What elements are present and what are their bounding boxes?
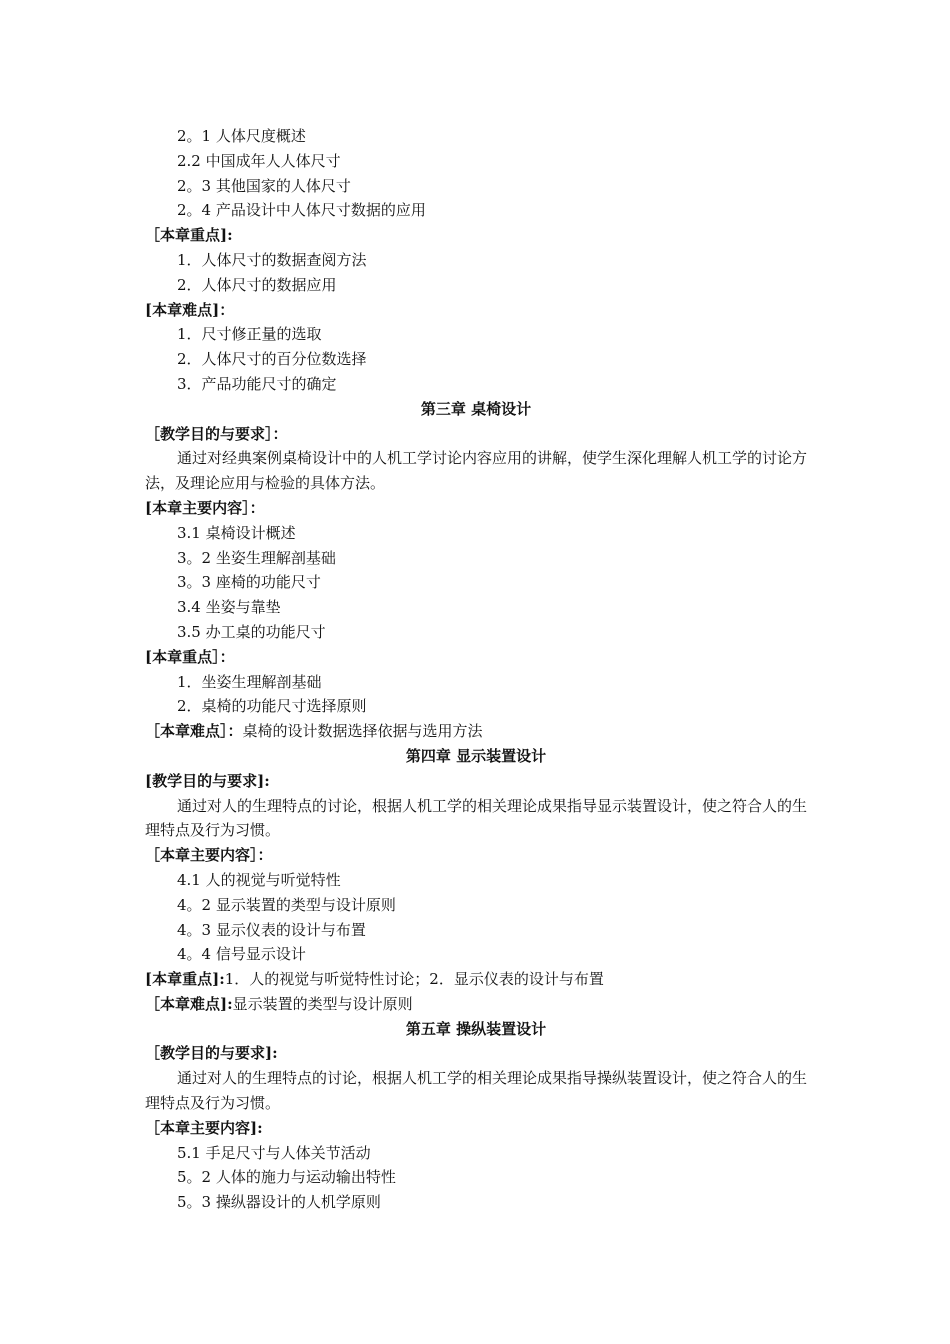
ch4-content-item: 4。2 显示装置的类型与设计原则 (177, 895, 396, 914)
ch4-difficulties-text: 显示装置的类型与设计原则 (232, 994, 413, 1013)
ch4-aims-text: 通过对人的生理特点的讨论，根据人机工学的相关理论成果指导显示装置设计，使之符合人的生理特点及行为习惯。 (145, 796, 808, 840)
ch3-key-points-label: [本章重点］： (145, 647, 235, 666)
ch5-aims-label: ［教学目的与要求]: (145, 1044, 278, 1063)
ch2-content-item: 2。3 其他国家的人体尺寸 (177, 176, 351, 195)
ch3-content-item: 3.1 桌椅设计概述 (177, 523, 296, 542)
ch2-key-points-label: ［本章重点]: (145, 226, 233, 245)
ch5-content-item: 5。2 人体的施力与运动输出特性 (177, 1168, 396, 1187)
ch4-aims-label: [教学目的与要求]: (145, 771, 270, 790)
ch2-difficulty: 3．产品功能尺寸的确定 (177, 374, 337, 393)
ch4-difficulties-row (145, 992, 807, 1017)
ch3-title: 第三章 桌椅设计 (420, 399, 532, 418)
ch4-content-item: 4。4 信号显示设计 (177, 945, 306, 964)
document-content (145, 124, 807, 1215)
ch4-key-points-label: [本章重点]: (145, 970, 225, 989)
ch4-content-label: ［本章主要内容］： (145, 846, 273, 865)
ch4-content-item: 4。3 显示仪表的设计与布置 (177, 920, 366, 939)
ch2-difficulty: 2．人体尺寸的百分位数选择 (177, 350, 367, 369)
ch5-aims-text: 通过对人的生理特点的讨论，根据人机工学的相关理论成果指导操纵装置设计，使之符合人的生理特点及行为习惯。 (145, 1069, 808, 1113)
ch4-content-item: 4.1 人的视觉与听觉特性 (177, 870, 341, 889)
ch3-content-item: 3.4 坐姿与靠垫 (177, 598, 281, 617)
ch5-title: 第五章 操纵装置设计 (405, 1019, 547, 1038)
ch2-content-item: 2。4 产品设计中人体尺寸数据的应用 (177, 201, 426, 220)
ch5-content-label: ［本章主要内容]: (145, 1118, 263, 1137)
ch2-content-item: 2.2 中国成年人人体尺寸 (177, 151, 341, 170)
ch2-key-point: 2．人体尺寸的数据应用 (177, 275, 337, 294)
ch3-difficulties-text: 桌椅的设计数据选择依据与选用方法 (242, 722, 483, 741)
ch4-key-points-text: 1．人的视觉与听觉特性讨论；2．显示仪表的设计与布置 (224, 970, 604, 989)
ch2-difficulty: 1．尺寸修正量的选取 (177, 325, 322, 344)
ch3-aims-label: ［教学目的与要求］： (145, 424, 288, 443)
ch5-content-item: 5。3 操纵器设计的人机学原则 (177, 1193, 381, 1212)
ch3-difficulties-label: ［本章难点］： (145, 722, 243, 741)
ch2-content-item: 2。1 人体尺度概述 (177, 127, 306, 145)
ch4-key-points-row (145, 967, 807, 992)
ch5-content-item: 5.1 手足尺寸与人体关节活动 (177, 1143, 371, 1162)
ch3-content-item: 3。2 坐姿生理解剖基础 (177, 548, 336, 567)
ch3-aims-text: 通过对经典案例桌椅设计中的人机工学讨论内容应用的讲解，使学生深化理解人机工学的讨论方法，及理论应用与检验的具体方法。 (145, 449, 808, 493)
ch3-difficulties-row (145, 719, 807, 744)
ch3-content-label: [本章主要内容］： (145, 498, 265, 517)
ch2-key-point: 1．人体尺寸的数据查阅方法 (177, 250, 367, 269)
ch4-difficulties-label: ［本章难点]: (145, 994, 233, 1013)
ch3-key-point: 2．桌椅的功能尺寸选择原则 (177, 697, 367, 716)
ch3-key-point: 1．坐姿生理解剖基础 (177, 672, 322, 691)
ch2-difficulties-label: [本章难点]： (145, 300, 235, 319)
ch3-content-item: 3。3 座椅的功能尺寸 (177, 573, 321, 592)
ch4-title: 第四章 显示装置设计 (405, 746, 547, 765)
ch3-content-item: 3.5 办工桌的功能尺寸 (177, 622, 326, 641)
